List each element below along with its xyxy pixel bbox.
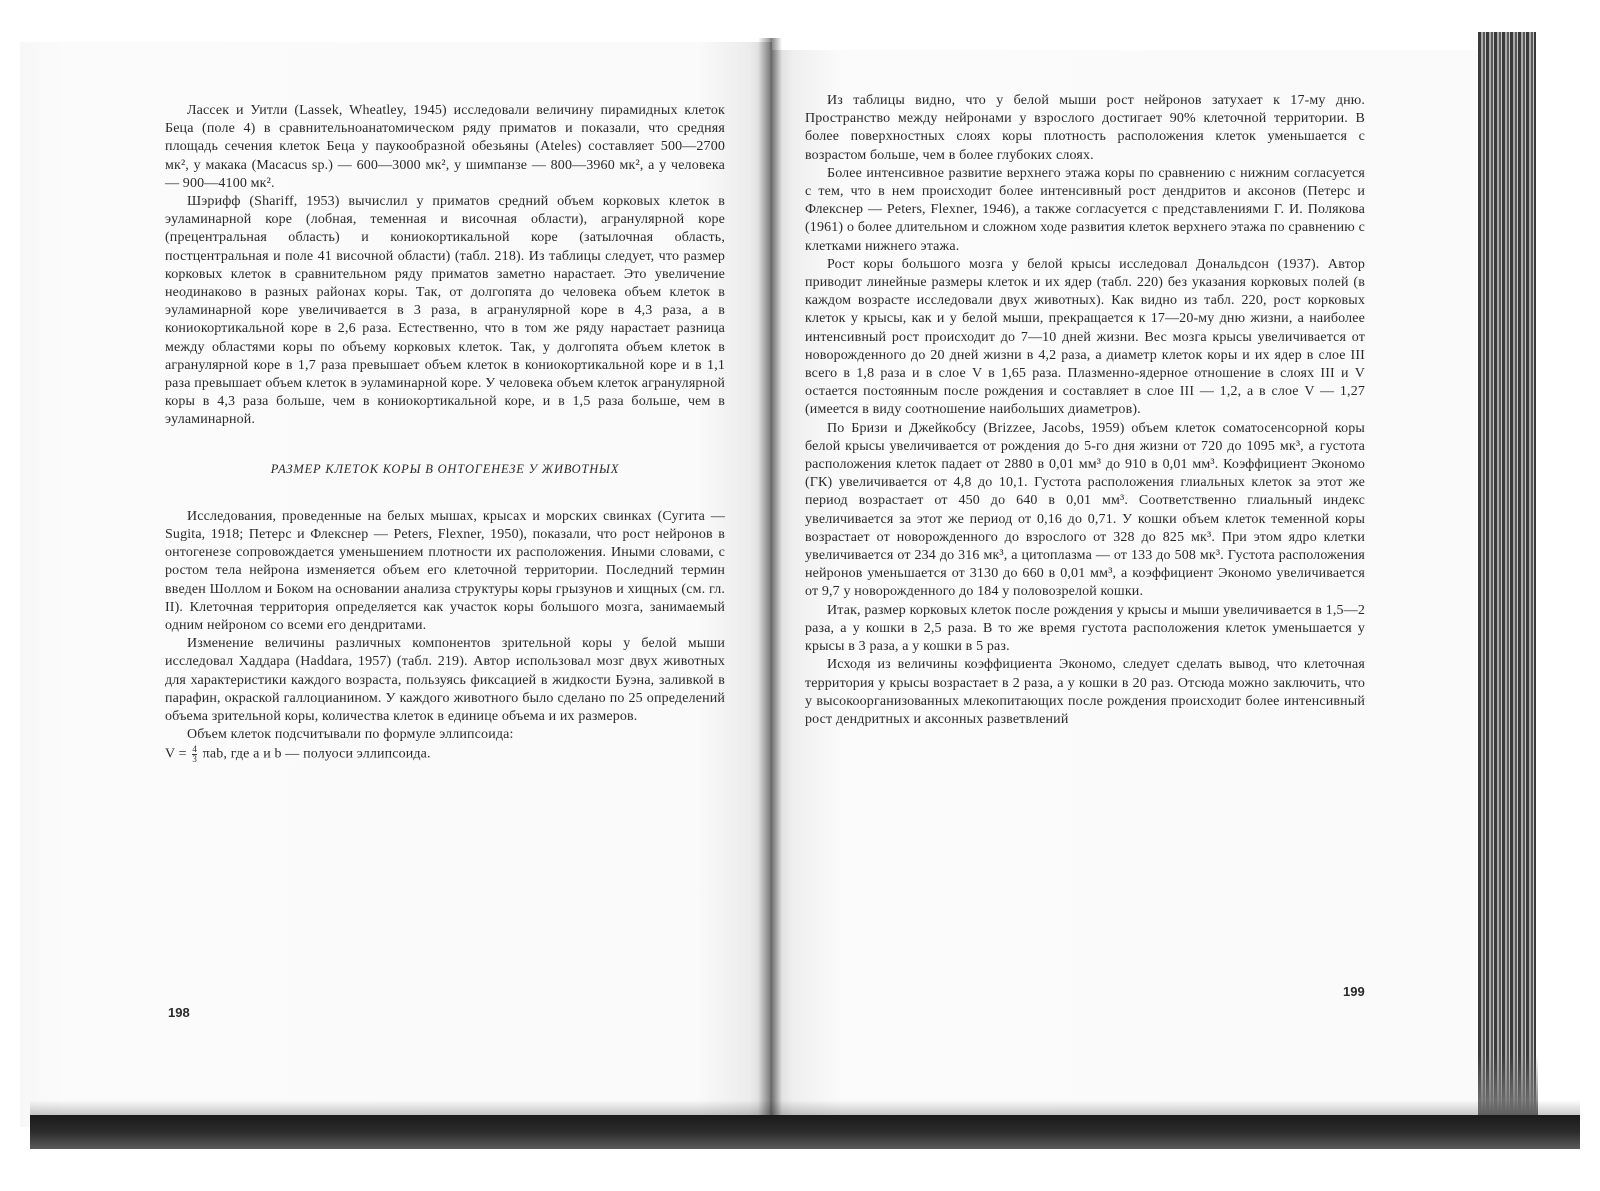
- bottom-shadow: [30, 1115, 1580, 1149]
- formula-intro: Объем клеток подсчитывали по формуле эллипсоида:: [187, 727, 514, 743]
- paragraph: Изменение величины различных компонентов зрительной коры у белой мыши исследовал Хаддара (Haddara, 1957) (табл. 219). Автор использовал мозг двух животных для характеристики каждого возраста, пользуясь фиксацией в жидкости Буэна, заливкой в парафин, окраской галлоцианином. У каждого животного было сделано по 25 определений объема зрительной коры, количества клеток в единице объема и их размеров.: [165, 636, 725, 725]
- paragraph: Рост коры большого мозга у белой крысы исследовал Дональдсон (1937). Автор приводит линейные размеры клеток и их ядер (табл. 220) без указания корковых полей (в каждом возрасте исследовали двух животных). Как видно из табл. 220, рост корковых клеток у крысы, как и у белой мыши, прекращается к 17—20-му дню жизни, а наиболее интенсивный рост происходит до 7—10 дней жизни. Вес мозга крысы увеличивается от новорожденного до 20 дней жизни в 4,2 раза, а диаметр клеток коры и их ядер в слое III всего в 1,8 раза и в слое V в 1,65 раза. Плазменно-ядерное отношение в слоях III и V остается постоянным после рождения и составляет в слое III — 1,2, а в слое V — 1,27 (имеется в виду соотношение наибольших диаметров).: [805, 256, 1365, 418]
- paragraph: Более интенсивное развитие верхнего этажа коры по сравнению с нижним согласуется с тем, что в нем происходит более интенсивный рост дендритов и аксонов (Петерс и Флекснер — Peters, Flexner, 1946), а также согласуется с представлениями Г. И. Полякова (1961) о более длительном и сложном ходе развития клеток верхнего этажа по сравнению с клетками нижнего этажа.: [805, 165, 1365, 254]
- formula-rest: πab, где a и b — полуоси эллипсоида.: [202, 746, 431, 762]
- left-page-text: [165, 102, 725, 764]
- paragraph: Лассек и Уитли (Lassek, Wheatley, 1945) исследовали величину пирамидных клеток Беца (поле 4) в сравнительноанатомическом ряду приматов и показали, что средняя площадь сечения клеток Беца у паукообразной обезьяны (Ateles) составляет 500—2700 мк², у макака (Macacus sp.) — 600—3000 мк², у шимпанзе — 800—3960 мк², а у человека — 900—4100 мк².: [165, 103, 725, 191]
- paragraph: Итак, размер корковых клеток после рождения у крысы и мыши увеличивается в 1,5—2 раза, а у кошки в 2,5 раза. В то же время густота расположения клеток уменьшается у крысы в 3 раза, а у кошки в 5 раз.: [805, 602, 1365, 655]
- paragraph: Исходя из величины коэффициента Экономо, следует сделать вывод, что клеточная территория у крысы возрастает в 2 раза, а у кошки в 20 раз. Отсюда можно заключить, что у высокоорганизованных млекопитающих после рождения происходит более интенсивный рост дендритных и аксонных разветвлений: [805, 657, 1365, 727]
- formula-fraction: [192, 745, 197, 764]
- paragraph: По Бризи и Джейкобсу (Brizzee, Jacobs, 1959) объем клеток соматосенсорной коры белой крысы увеличивается от рождения до 5-го дня жизни от 720 до 1095 мк³, а густота расположения клеток падает от 2880 в 0,01 мм³ до 910 в 0,01 мм³. Коэффициент Экономо (ГК) увеличивается от 4,8 до 10,1. Густота расположения глиальных клеток за этот же период возрастает от 450 до 640 в 0,01 мм³. Соответственно глиальный индекс увеличивается за этот же период от 0,16 до 0,71. У кошки объем клеток теменной коры возрастает от новорожденного до взрослого от 328 до 825 мк³. При этом ядро клетки увеличивается от 234 до 316 мк³, а цитоплазма — от 133 до 508 мк³. Густота расположения нейронов уменьшается от 3130 до 660 в 0,01 мм³, а коэффициент Экономо увеличивается от 9,7 у новорожденного до 184 у половозрелой кошки.: [805, 420, 1365, 600]
- fraction-numerator: 4: [192, 743, 198, 754]
- formula-line: [165, 745, 725, 764]
- fraction-denominator: 3: [192, 753, 198, 764]
- formula-paragraph: [165, 726, 725, 744]
- paragraph: Шэрифф (Shariff, 1953) вычислил у приматов средний объем корковых клеток в эуламинарной коре (лобная, теменная и височная области), агранулярной коре (прецентральная область) и кониокортикальной коре (затылочная область, постцентральная и поле 41 височной области) (табл. 218). Из таблицы следует, что размер корковых клеток в сравнительном ряду приматов заметно нарастает. Это увеличение неодинаково в разных районах коры. Так, от долгопята до человека объем клеток в эуламинарной коре увеличивается в 3 раза, в агранулярной коре в 4,3 раза, а в кониокортикальной коре в 2,6 раза. Естественно, что в том же ряду нарастает разница между областями коры по объему корковых клеток. Так, у долгопята объем клеток в агранулярной коре в 1,7 раза превышает объем клеток в кониокортикальной коре и в 1,1 раза превышает объем клеток в эуламинарной коре. У человека объем клеток агранулярной коры в 4,3 раза больше, чем в кониокортикальной коре, и в 1,5 раза больше, чем в эуламинарной.: [165, 194, 725, 428]
- section-heading: РАЗМЕР КЛЕТОК КОРЫ В ОНТОГЕНЕЗЕ У ЖИВОТНЫХ: [270, 461, 620, 476]
- paragraph: Исследования, проведенные на белых мышах, крысах и морских свинках (Сугита — Sugita, 1918; Петерс и Флекснер — Peters, Flexner, 1950), показали, что рост нейронов в онтогенезе сопровождается уменьшением плотности их расположения. Иными словами, с ростом тела нейрона изменяется объем его клеточной территории. Последний термин введен Шоллом и Боком на основании анализа структуры коры грызунов и хищных (см. гл. II). Клеточная территория определяется как участок коры большого мозга, занимаемый одним нейроном со всеми его дендритами.: [165, 508, 725, 634]
- page-edges: [1478, 32, 1536, 1122]
- page-number-right: 199: [1343, 984, 1365, 999]
- formula-lhs: V =: [165, 746, 187, 762]
- book-gutter-shadow: [758, 38, 782, 1138]
- paragraph: Из таблицы видно, что у белой мыши рост нейронов затухает к 17-му дню. Пространство между нейронами у взрослого достигает 90% клеточной территории. В более поверхностных слоях коры плотность расположения клеток уменьшается с возрастом больше, чем в более глубоких слоях.: [805, 93, 1365, 163]
- page-number-left: 198: [168, 1005, 190, 1020]
- right-page-text: [805, 92, 1365, 729]
